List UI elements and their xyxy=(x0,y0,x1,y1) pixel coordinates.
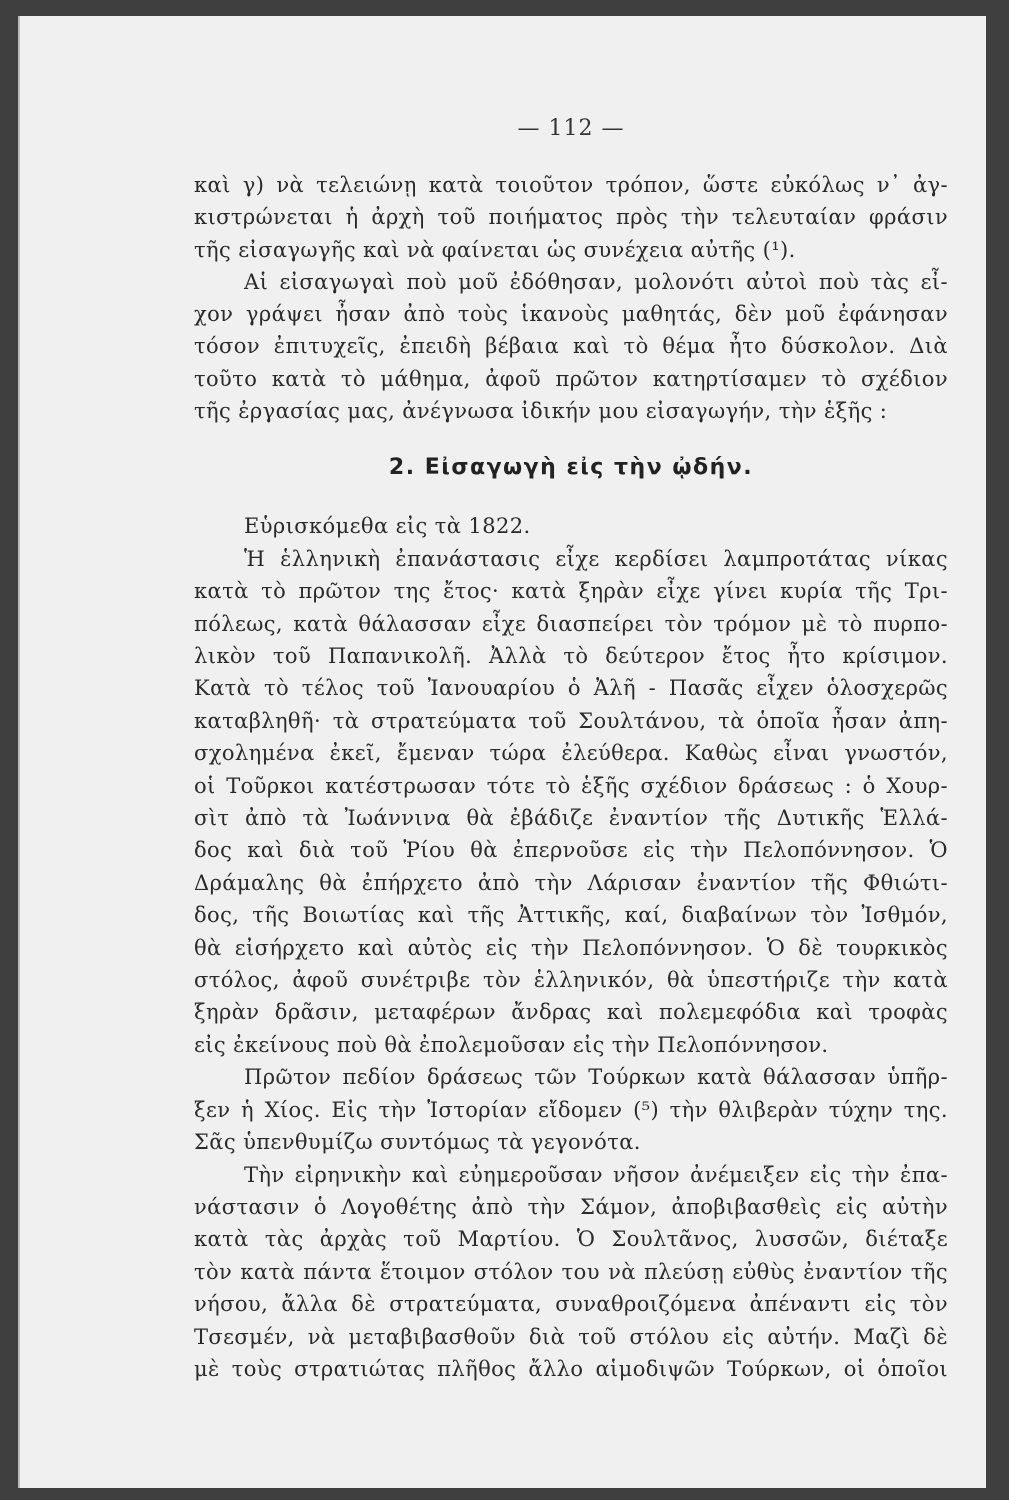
text-line: μὲ τοὺς στρατιώτας πλῆθος ἄλλο αἱμοδιψῶν Τούρκων, οἱ ὁποῖοι xyxy=(194,1356,948,1381)
section-heading: 2. Εἰσαγωγὴ εἰς τὴν ᾠδήν. xyxy=(388,455,754,481)
text-line: εἰς ἐκείνους ποὺ θὰ ἐπολεμοῦσαν εἰς τὴν Πελοπόννησον. xyxy=(194,1032,829,1057)
text-line: λικὸν τοῦ Παπανικολῆ. Ἀλλὰ τὸ δεύτερον ἔτος ἦτο κρίσιμον. xyxy=(194,644,948,668)
text-line: Τὴν εἰρηνικὴν καὶ εὐημεροῦσαν νῆσον ἀνέμειξεν εἰς τὴν ἐπα- xyxy=(244,1162,948,1187)
text-line: Αἱ εἰσαγωγαὶ ποὺ μοῦ ἐδόθησαν, μολονότι αὐτοὶ ποὺ τὰς εἶ- xyxy=(244,269,948,294)
text-line: ξεν ἡ Χίος. Εἰς τὴν Ἱστορίαν εἴδομεν (⁵) τὴν θλιβερὰν τύχην της. xyxy=(194,1097,948,1122)
text-line: Σᾶς ὑπενθυμίζω συντόμως τὰ γεγονότα. xyxy=(194,1130,641,1155)
text-line: τῆς ἐργασίας μας, ἀνέγνωσα ἰδικήν μου εἰσαγωγήν, τὴν ἑξῆς : xyxy=(194,399,888,424)
page-text xyxy=(194,116,948,1385)
text-line: θὰ εἰσήρχετο καὶ αὐτὸς εἰς τὴν Πελοπόννησον. Ὁ δὲ τουρκικὸς xyxy=(194,935,948,960)
text-line: καὶ γ) νὰ τελειώνῃ κατὰ τοιοῦτον τρόπον, ὥστε εὐκόλως ν᾽ ἀγ- xyxy=(194,173,948,197)
text-line: δος καὶ διὰ τοῦ Ῥίου θὰ ἐπερνοῦσε εἰς τὴν Πελοπόννησον. Ὁ xyxy=(194,838,948,863)
text-line: Τσεσμέν, νὰ μεταβιβασθοῦν διὰ τοῦ στόλου εἰς αὐτήν. Μαζὶ δὲ xyxy=(194,1324,948,1349)
text-line: σχολημένα ἐκεῖ, ἔμεναν τώρα ἐλεύθερα. Καθὼς εἶναι γνωστόν, xyxy=(194,741,948,766)
main-paragraph xyxy=(194,543,948,1062)
page-number: — 112 — xyxy=(517,116,625,141)
page-edge xyxy=(18,16,20,1488)
text-line: κατὰ τὰς ἀρχὰς τοῦ Μαρτίου. Ὁ Σουλτᾶνος, λυσσῶν, διέταξε xyxy=(194,1227,948,1252)
text-line: Δράμαλης θὰ ἐπήρχετο ἀπὸ τὴν Λάρισαν ἐναντίον τῆς Φθιώτι- xyxy=(194,870,948,895)
text-line: χον γράψει ἦσαν ἀπὸ τοὺς ἱκανοὺς μαθητάς, δὲν μοῦ ἐφάνησαν xyxy=(194,302,948,327)
text-line: καταβληθῆ· τὰ στρατεύματα τοῦ Σουλτάνου, τὰ ὁποῖα ἦσαν ἀπη- xyxy=(194,708,948,733)
text-line: κιστρώνεται ἡ ἀρχὴ τοῦ ποιήματος πρὸς τὴν τελευταίαν φράσιν xyxy=(194,205,948,230)
text-line: Πρῶτον πεδίον δράσεως τῶν Τούρκων κατὰ θάλασσαν ὑπῆρ- xyxy=(244,1065,948,1090)
text-line: τοῦτο κατὰ τὸ μάθημα, ἀφοῦ πρῶτον κατηρτίσαμεν τὸ σχέδιον xyxy=(194,366,948,391)
text-line: ξηρὰν δρᾶσιν, μεταφέρων ἄνδρας καὶ πολεμεφόδια καὶ τροφὰς xyxy=(194,1000,948,1025)
text-line: νάστασιν ὁ Λογοθέτης ἀπὸ τὴν Σάμον, ἀποβιβασθεὶς εἰς αὐτὴν xyxy=(194,1194,948,1219)
text-line: νήσου, ἄλλα δὲ στρατεύματα, συναθροιζόμενα ἀπέναντι εἰς τὸν xyxy=(194,1292,948,1317)
text-line: κατὰ τὸ πρῶτον της ἔτος· κατὰ ξηρὰν εἶχε γίνει κυρία τῆς Τρι- xyxy=(194,579,948,604)
year-line: Εὑρισκόμεθα εἰς τὰ 1822. xyxy=(244,514,531,539)
chios-paragraph xyxy=(194,1061,948,1158)
final-paragraph xyxy=(194,1159,948,1386)
text-line: στόλος, ἀφοῦ συνέτριβε τὸν ἑλληνικόν, θὰ ὑπεστήριζε τὴν κατὰ xyxy=(194,968,948,993)
text-line: σὶτ ἀπὸ τὰ Ἰωάννινα θὰ ἐβάδιζε ἐναντίον τῆς Δυτικῆς Ἑλλά- xyxy=(194,806,948,831)
text-line: τὸν κατὰ πάντα ἕτοιμον στόλον του νὰ πλεύσῃ εὐθὺς ἐναντίον τῆς xyxy=(194,1259,948,1284)
text-line: πόλεως, κατὰ θάλασσαν εἶχε διασπείρει τὸν τρόμον μὲ τὸ πυρπο- xyxy=(194,611,948,636)
top-paragraph xyxy=(194,169,948,266)
text-line: Ἡ ἑλληνικὴ ἐπανάστασις εἶχε κερδίσει λαμπροτάτας νίκας xyxy=(244,546,948,571)
text-line: Κατὰ τὸ τέλος τοῦ Ἰανουαρίου ὁ Ἀλῆ - Πασᾶς εἶχεν ὁλοσχερῶς xyxy=(194,676,948,701)
text-line: τῆς εἰσαγωγῆς καὶ νὰ φαίνεται ὡς συνέχεια αὐτῆς (¹). xyxy=(194,237,796,262)
book-page xyxy=(18,16,986,1488)
second-paragraph xyxy=(194,266,948,427)
text-line: οἱ Τοῦρκοι κατέστρωσαν τότε τὸ ἑξῆς σχέδιον δράσεως : ὁ Χουρ- xyxy=(194,773,948,798)
text-line: δος, τῆς Βοιωτίας καὶ τῆς Ἀττικῆς, καί, διαβαίνων τὸν Ἰσθμόν, xyxy=(194,903,948,928)
text-line: τόσον ἐπιτυχεῖς, ἐπειδὴ βέβαια καὶ τὸ θέμα ἦτο δύσκολον. Διὰ xyxy=(194,334,948,359)
